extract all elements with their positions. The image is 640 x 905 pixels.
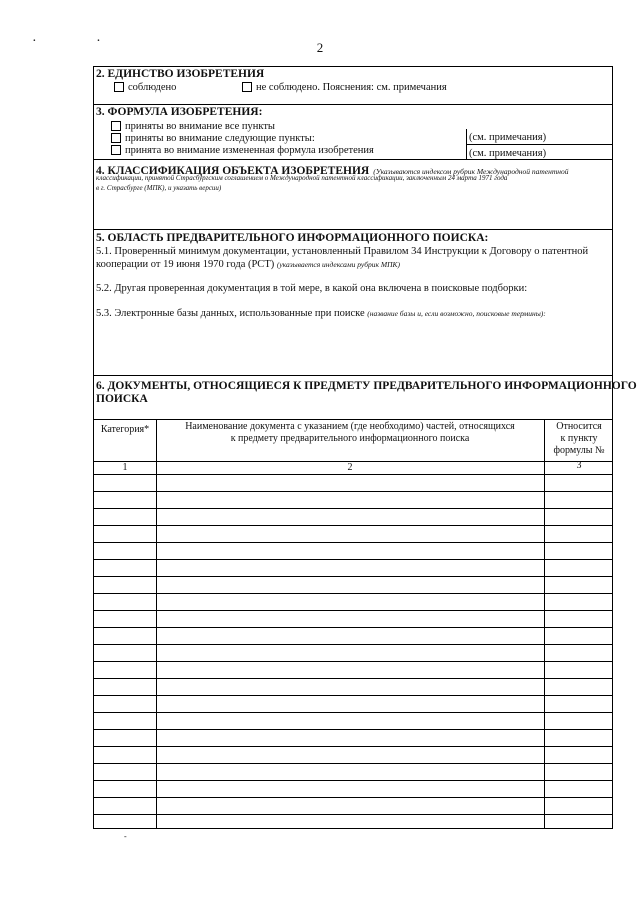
classification-hint-1: (Указываются индексом рубрик Международной патентной xyxy=(373,167,569,176)
unity-observed-label: соблюдено xyxy=(128,82,177,93)
unity-not-observed-checkbox[interactable] xyxy=(242,82,252,92)
table-row xyxy=(94,627,612,628)
table-row xyxy=(94,474,612,475)
section-search-field xyxy=(93,229,613,376)
table-row xyxy=(94,559,612,560)
table-header-category: Категория* xyxy=(100,424,150,435)
table-colnum-2: 2 xyxy=(347,462,353,473)
table-row xyxy=(94,542,612,543)
footnote-mark: - xyxy=(124,832,127,841)
table-header-claim xyxy=(544,421,614,457)
classification-hint-3: в г. Страсбурге (МПК), и указать версии) xyxy=(96,184,222,192)
section-unity-title: 2. ЕДИНСТВО ИЗОБРЕТЕНИЯ xyxy=(96,68,265,80)
table-colnum-3: 3 xyxy=(576,460,582,471)
table-header-claim-line2: к пункту xyxy=(560,433,598,444)
section-documents-title-1: 6. ДОКУМЕНТЫ, ОТНОСЯЩИЕСЯ К ПРЕДМЕТУ ПРЕДВАРИТЕЛЬНОГО ИНФОРМАЦИОННОГО xyxy=(96,380,637,392)
claims-note-1: (см. примечания) xyxy=(469,132,547,143)
table-col-divider-1 xyxy=(156,419,157,828)
section-claims-title: 3. ФОРМУЛА ИЗОБРЕТЕНИЯ: xyxy=(96,106,263,118)
table-row xyxy=(94,746,612,747)
claims-following-checkbox[interactable] xyxy=(111,133,121,143)
section-classification xyxy=(93,159,613,230)
table-header-document xyxy=(156,421,544,445)
search-min-doc-line2 xyxy=(96,258,400,271)
table-row xyxy=(94,593,612,594)
table-row xyxy=(94,661,612,662)
margin-marks: · · xyxy=(32,34,129,49)
search-databases-text: 5.3. Электронные базы данных, использованные при поиске xyxy=(96,308,365,319)
table-row xyxy=(94,712,612,713)
table-row xyxy=(94,814,612,815)
table-header-claim-line1: Относится xyxy=(556,421,602,432)
claims-note-2: (см. примечания) xyxy=(469,148,547,159)
section-documents-title-2: ПОИСКА xyxy=(96,393,148,405)
table-row xyxy=(94,678,612,679)
claims-all-checkbox[interactable] xyxy=(111,121,121,131)
table-row xyxy=(94,508,612,509)
documents-table xyxy=(93,419,613,829)
table-row xyxy=(94,576,612,577)
table-header-claim-line3: формулы № xyxy=(553,445,605,456)
section-classification-title: 4. КЛАССИФИКАЦИЯ ОБЪЕКТА ИЗОБРЕТЕНИЯ xyxy=(96,165,370,177)
unity-not-observed-option[interactable] xyxy=(242,81,447,94)
table-row xyxy=(94,797,612,798)
table-row xyxy=(94,695,612,696)
table-row xyxy=(94,644,612,645)
table-row xyxy=(94,525,612,526)
search-min-doc-hint: (указывается индексами рубрик МПК) xyxy=(276,260,401,269)
table-header-document-line1: Наименование документа с указанием (где необходимо) частей, относящихся xyxy=(185,421,515,432)
table-colnum-1: 1 xyxy=(122,462,128,473)
search-databases xyxy=(96,307,546,320)
claims-modified-label: принята во внимание измененная формула изобретения xyxy=(125,145,374,156)
unity-observed-checkbox[interactable] xyxy=(114,82,124,92)
search-min-doc-text: кооперации от 19 июня 1970 года (PCT) xyxy=(96,259,275,270)
section-search-title: 5. ОБЛАСТЬ ПРЕДВАРИТЕЛЬНОГО ИНФОРМАЦИОННОГО ПОИСКА: xyxy=(96,232,489,244)
table-header-document-line2: к предмету предварительного информационного поиска xyxy=(230,433,470,444)
classification-hint-2: классификации, принятой Страсбургским соглашением о Международной патентной классификации, заключенным 24 марта 1971 года xyxy=(96,174,508,182)
section-documents xyxy=(93,375,637,420)
claims-modified-option[interactable] xyxy=(111,144,374,157)
claims-all-label: приняты во внимание все пункты xyxy=(125,121,275,132)
table-row xyxy=(94,729,612,730)
table-row xyxy=(94,491,612,492)
table-row xyxy=(94,763,612,764)
search-min-doc-line1: 5.1. Проверенный минимум документации, установленный Правилом 34 Инструкции к Договору о патентной xyxy=(96,246,589,257)
unity-not-observed-label: не соблюдено. Пояснения: см. примечания xyxy=(256,82,447,93)
table-col-divider-2 xyxy=(544,419,545,828)
search-databases-hint: (название базы и, если возможно, поисковые термины): xyxy=(367,309,546,318)
unity-observed-option[interactable] xyxy=(114,81,176,94)
claims-following-label: приняты во внимание следующие пункты: xyxy=(125,133,315,144)
section-claims xyxy=(93,104,613,160)
page-number: 2 xyxy=(316,40,324,55)
claims-notes-separator xyxy=(466,144,612,145)
table-row xyxy=(94,780,612,781)
section-unity xyxy=(93,66,613,105)
search-other-doc: 5.2. Другая проверенная документация в той мере, в какой она включена в поисковые подборки: xyxy=(96,283,528,294)
table-row xyxy=(94,610,612,611)
claims-modified-checkbox[interactable] xyxy=(111,145,121,155)
